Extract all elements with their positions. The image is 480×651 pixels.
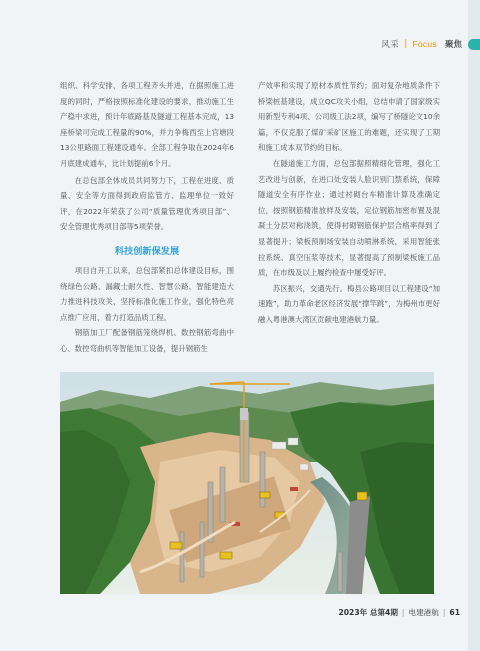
section-heading: 科技创新保发展 — [114, 245, 180, 257]
left-column — [60, 78, 234, 357]
section-label-en: Focus — [412, 39, 437, 49]
page-footer — [338, 607, 460, 618]
header-separator: | — [404, 39, 408, 49]
page-number: 61 — [449, 608, 460, 617]
header-tab-marker — [468, 39, 480, 50]
side-band — [468, 0, 480, 651]
paragraph: 在总包部全体成员共同努力下，工程在进度、质量、安全等方面得到政府监管方、监理单位一致好评，在2022年荣获了公司“质量管理优秀项目部”、安全管理优秀项目部等5项荣誉。 — [60, 175, 234, 232]
footer-separator: | — [442, 608, 446, 617]
magazine-name: 电建港航 — [408, 608, 439, 617]
paragraph: 苏区振兴，交通先行。梅县公路项目以工程建设“加速跑”，助力革命老区经济发展“撑竿跳”，为梅州市更好融入粤港澳大湾区贡献电建港航力量。 — [258, 283, 440, 324]
section-label-cn2: 聚焦 — [444, 40, 462, 50]
footer-separator: | — [401, 608, 405, 617]
issue-label: 2023年 总第4期 — [338, 608, 398, 617]
construction-site-photo — [60, 372, 434, 594]
section-label-cn: 风采 — [381, 40, 400, 50]
paragraph: 钢筋加工厂配备钢筋笼绕焊机、数控钢筋弯曲中心、数控弯曲机等智能加工设备，提升钢筋生 — [60, 328, 234, 353]
paragraph: 项目自开工以来，总包部紧扣总体建设目标，围绕绿色公路、漏藏士耐久性、智慧公路、智能建造大力推进科技攻关，坚持标准化施工作业，强化特色亮点推广应用，着力打造品质工程。 — [60, 265, 234, 322]
paragraph: 产效率和实现了原材本质性节约；面对复杂地质条件下桥梁桩基建设，成立QC攻关小组，总结申请了国家级实用新型专利4项、公司级工法2项，编写了桥隧论文10余篇，不仅克服了煤矿采矿区施工的难题，还实现了工期和施工成本双节约的目标。 — [258, 81, 440, 153]
paragraph: 组织、科学安排，各项工程齐头并进，在据照施工进度的同时，严格按照标准化建设的要求，推动施工生产稳中求进，预计年底路基及隧道工程基本完成，13座桥梁可完成工程量的90%，并力争梅西至上官塘段13公里路面工程建设通车。全部工程争取在2024年6月底建成通车，比计划提前6个月。 — [60, 81, 234, 168]
paragraph: 在隧道施工方面，总包部据照精细化管理，强化工艺改进与创新，在进口处安装人脸识别门禁系统，保障隧道安全有序作业；通过衬砌台车精准计算及准确定位，按照钢筋精准放样及安装，定位钢筋加密布置及混凝土分层对称浇筑，使得衬砌钢筋保护层合格率得到了显著提升；梁板预制场安装自动喷淋系统，采用智能张拉系统、真空压浆等技术，显著提高了预制梁板施工品质，在市级及以上履约检查中屡受好评。 — [258, 158, 440, 278]
section-header — [381, 36, 460, 52]
right-column — [258, 78, 440, 328]
